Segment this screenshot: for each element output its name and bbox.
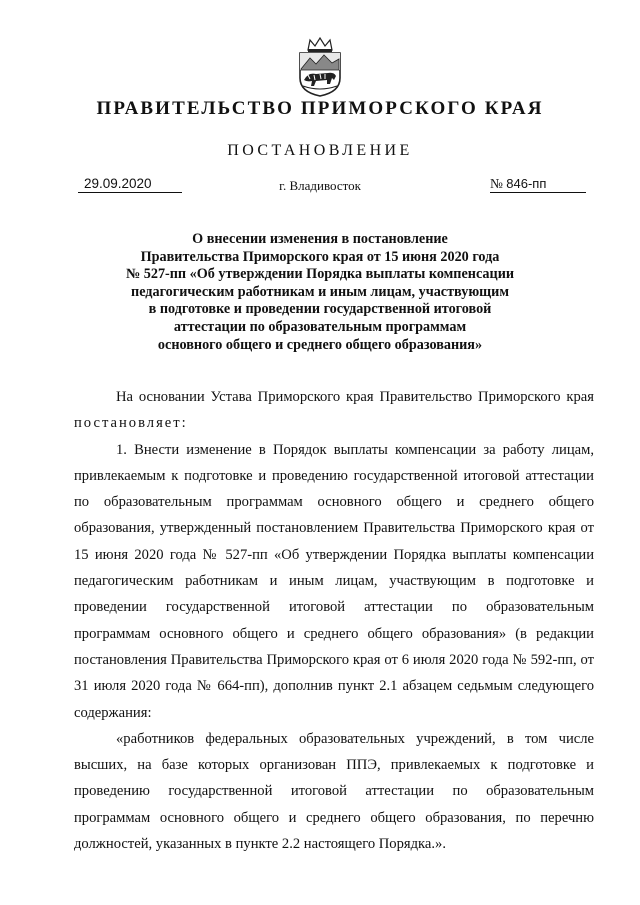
subject-line: основного общего и среднего общего образования»: [157, 336, 483, 353]
intro-paragraph: [74, 384, 594, 437]
subject-line: № 527-пп «Об утверждении Порядка выплаты компенсации: [125, 266, 515, 283]
primorsky-coat-of-arms-icon: [294, 36, 346, 98]
document-date: 29.09.2020: [78, 176, 182, 193]
government-title: ПРАВИТЕЛЬСТВО ПРИМОРСКОГО КРАЯ: [96, 98, 544, 119]
document-subject: [100, 231, 540, 354]
number-value: 846-пп: [506, 176, 547, 191]
decree-word: постановляет:: [74, 415, 188, 432]
quoted-paragraph: «работников федеральных образовательных учреждений, в том числе высших, на базе которых организован ППЭ, привлекаемых к подготовке и проведению государственной итоговой аттестации по образовательным программам основного общего и среднего общего образования, по перечню должностей, указанных в пункте 2.2 настоящего Порядка.».: [74, 730, 594, 853]
subject-line: в подготовке и проведении государственной итоговой: [148, 301, 492, 318]
document-number: [490, 176, 586, 193]
subject-line: Правительства Приморского края от 15 июня 2020 года: [140, 248, 500, 265]
subject-line: педагогическим работникам и иным лицам, участвующим: [131, 283, 509, 300]
document-city: г. Владивосток: [279, 178, 361, 193]
intro-text: На основании Устава Приморского края Правительство Приморского края: [116, 389, 594, 405]
paragraph-1: 1. Внести изменение в Порядок выплаты компенсации за работу лицам, привлекаемым к подготовке и проведению государственной итоговой аттестации по образовательным программам основного общего и среднего общего образования, утвержденный постановлением Правительства Приморского края от 15 июня 2020 года № 527-пп «Об утверждении Порядка выплаты компенсации педагогическим работникам и иным лицам, участвующим в подготовке и проведении государственной итоговой аттестации по образовательным программам основного общего и среднего общего образования» (в редакции постановления Правительства Приморского края от 6 июля 2020 года № 592-пп, от 31 июля 2020 года № 664-пп), дополнив пункт 2.1 абзацем седьмым следующего содержания:: [74, 441, 594, 721]
document-type: ПОСТАНОВЛЕНИЕ: [227, 142, 413, 159]
number-sign: №: [490, 176, 503, 191]
subject-line: аттестации по образовательным программам: [173, 318, 467, 335]
subject-line: О внесении изменения в постановление: [192, 231, 448, 247]
document-body: [74, 384, 594, 857]
